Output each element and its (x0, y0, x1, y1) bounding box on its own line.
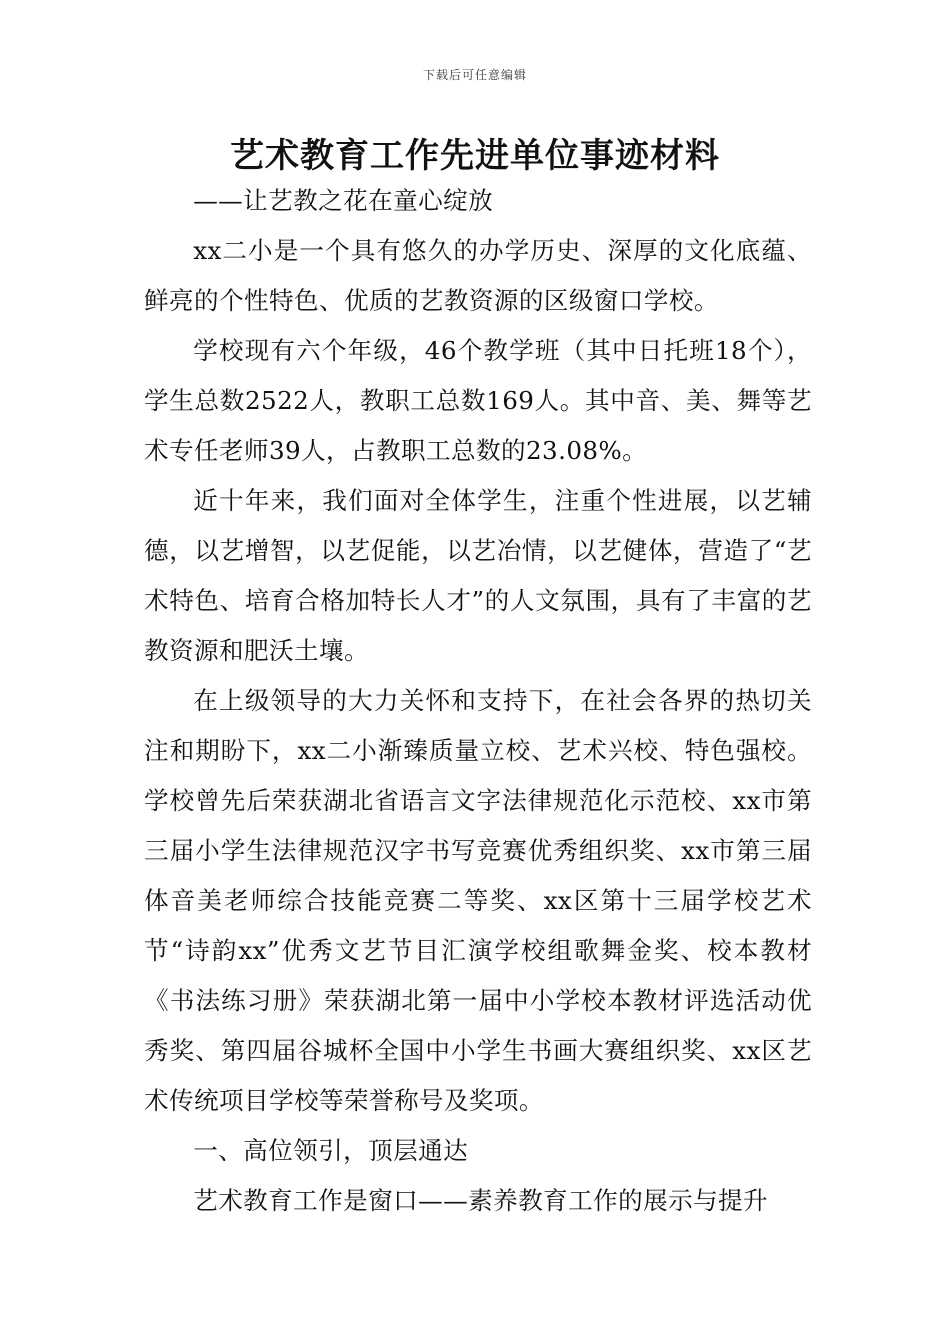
statistics-paragraph: 学校现有六个年级，46个教学班（其中日托班18个），学生总数2522人，教职工总数169人。其中音、美、舞等艺术专任老师39人，占教职工总数的23.08%。 (144, 336, 812, 465)
header-note: 下载后可任意编辑 (422, 68, 527, 82)
honors-paragraph: 在上级领导的大力关怀和支持下，在社会各界的热切关注和期盼下，xx二小渐臻质量立校、艺术兴校、特色强校。学校曾先后荣获湖北省语言文字法律规范化示范校、xx市第三届小学生法律规范汉字书写竞赛优秀组织奖、xx市第三届体音美老师综合技能竞赛二等奖、xx区第十三届学校艺术节“诗韵xx”优秀文艺节目汇演学校组歌舞金奖、校本教材《书法练习册》荣获湖北第一届中小学校本教材评选活动优秀奖、第四届谷城杯全国中小学生书画大赛组织奖、xx区艺术传统项目学校等荣誉称号及奖项。 (144, 686, 812, 1115)
document-body (144, 176, 812, 1226)
closing-paragraph: 艺术教育工作是窗口——素养教育工作的展示与提升 (193, 1186, 769, 1215)
development-paragraph: 近十年来，我们面对全体学生，注重个性进展，以艺辅德，以艺增智，以艺促能，以艺冶情，以艺健体，营造了“艺术特色、培育合格加特长人才”的人文氛围，具有了丰富的艺教资源和肥沃土壤。 (144, 486, 812, 665)
section-heading: 一、高位领引，顶层通达 (193, 1136, 469, 1165)
intro-paragraph: xx二小是一个具有悠久的办学历史、深厚的文化底蕴、鲜亮的个性特色、优质的艺教资源的区级窗口学校。 (144, 236, 812, 315)
document-title: 艺术教育工作先进单位事迹材料 (230, 136, 720, 176)
subtitle-paragraph: ——让艺教之花在童心绽放 (193, 186, 494, 215)
